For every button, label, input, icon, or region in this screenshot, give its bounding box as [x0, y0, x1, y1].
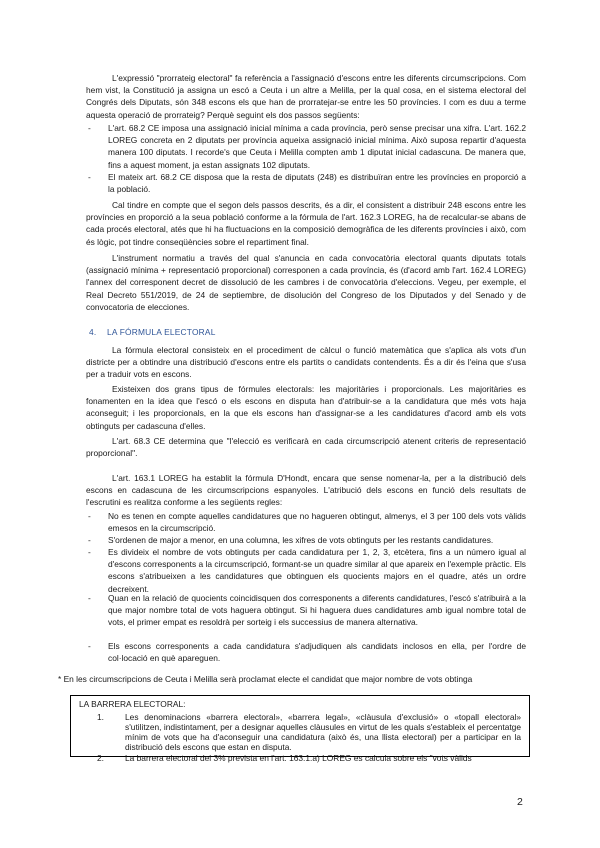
box-item-text: La barrera electoral del 3% prevista en l'art. 163.1.a) LOREG es calcula sobre els "vots vàlids [125, 752, 472, 763]
bullet-dash: - [88, 535, 91, 545]
bullet-dash: - [88, 593, 91, 603]
footnote: * En les circumscripcions de Ceuta i Melilla serà proclamat electe el candidat que major nombre de vots obtinga [58, 674, 473, 684]
box-item-text: Les denominacions «barrera electoral», «barrera legal», «clàusula d'exclusió» o «topall electoral» s'utilitzen, indistintament, per a designar aquelles clàusules en virtut de les quals s'estableix el percentatge mínim de vots que ha d'aconseguir una candidatura (això és, una llista electoral) per a participar en la distribució dels escons que estan en disputa. [125, 711, 521, 752]
paragraph-art-163-1: L'art. 163.1 LOREG ha establit la fórmula D'Hondt, encara que sense nomenar-la, per a la distribució dels escons en cadascuna de les circumscripcions espanyoles. L'atribució dels escons en funció dels resultats de l'escrutini es realitza conforme a les següents regles: [86, 473, 526, 508]
bullet-dash: - [88, 123, 91, 133]
bullet-dash: - [88, 172, 91, 182]
bullet-dash: - [88, 547, 91, 557]
paragraph-cal-tindre: Cal tindre en compte que el segon dels passos descrits, és a dir, el consistent a distribuir 248 escons entre les províncies en proporció a la seua població conforme a la fórmula de l'art. 162.3 LOREG, ha de recalcular-se abans de cada procés electoral, atés que hi ha fluctuacions en la composició demogràfica de les diferents províncies i això, com és lògic, pot tindre conseqüències sobre el repartiment final. [86, 200, 526, 247]
paragraph-tipus: Existeixen dos grans tipus de fórmules electorals: les majoritàries i proporcionals. Les majoritàries es fonamenten en la idea que l'escó o els escons en disputa han d'atribuir-se a la candidatura que més vots haja aconseguit; i les proporcionals, en la que els escons han d'assignar-se a les candidatures d'acord amb els vots obtinguts per cadascuna d'elles. [86, 384, 526, 431]
rule-bullet: Es divideix el nombre de vots obtinguts per cada candidatura per 1, 2, 3, etcètera, fins a un número igual al d'escons corresponents a la circumscripció, formant-se un quadre similar al que apareix en l'exemple pràctic. Els escons s'atribueixen a les candidatures que obtinguen els quocients majors en el quadre, atés un ordre decreixent. [108, 547, 526, 594]
paragraph-instrument: L'instrument normatiu a través del qual s'anuncia en cada convocatòria electoral quants diputats totals (assignació mínima + representació proporcional) corresponen a cada província, és (d'acord amb l'art. 162.4 LOREG) l'annex del corresponent decret de dissolució de les cambres i de convocatòria d'eleccions. Vegeu, per exemple, el Real Decreto 551/2019, de 24 de septiembre, de disolución del Congreso de los Diputados y del Senado y de convocatoria de elecciones. [86, 253, 526, 312]
paragraph-formula: La fórmula electoral consisteix en el procediment de càlcul o funció matemàtica que s'aplica als vots d'un districte per a obtindre una distribució d'escons entre els partits o candidats contendents. És a dir és l'eina que s'usa per a traduir vots en escons. [86, 345, 526, 380]
rule-bullet: Quan en la relació de quocients coincidisquen dos corresponents a diferents candidatures, l'escó s'atribuirà a la que major nombre total de vots haguera obtingut. Si hi haguera dues candidatures amb igual nombre total de vots, el primer empat es resoldrà per sorteig i els successius de manera alternativa. [108, 593, 526, 628]
paragraph-art-68-3: L'art. 68.3 CE determina que "l'elecció es verificarà en cada circumscripció atenent criteris de representació proporcional". [86, 436, 526, 459]
box-item-number: 1. [97, 711, 104, 722]
section-title-text: LA FÓRMULA ELECTORAL [107, 327, 216, 337]
rule-bullet: Els escons corresponents a cada candidatura s'adjudiquen als candidats inclosos en ella, per l'ordre de col·locació en què apareguen. [108, 641, 526, 664]
rule-bullet: No es tenen en compte aquelles candidatures que no hagueren obtingut, almenys, el 3 per 100 dels vots vàlids emesos en la circumscripció. [108, 511, 526, 534]
box-heading: LA BARRERA ELECTORAL: [79, 699, 186, 709]
bullet-assignacio-inicial: L'art. 68.2 CE imposa una assignació inicial mínima a cada província, però sense precisar una xifra. L'art. 162.2 LOREG concreta en 2 diputats per província aqueixa assignació inicial mínima. Això suposa repartir d'aquesta manera 100 diputats. I recorde's que Ceuta i Melilla compten amb 1 diputat inicial cadascuna. De manera que, fins a aquest moment, ja estan assignats 102 diputats. [108, 123, 526, 170]
bullet-dash: - [88, 641, 91, 651]
bullet-dash: - [88, 511, 91, 521]
box-item [79, 712, 521, 752]
section-number: 4. [89, 327, 97, 337]
page-number: 2 [517, 796, 523, 808]
rule-bullet: S'ordenen de major a menor, en una columna, les xifres de vots obtinguts per les restants candidatures. [108, 535, 494, 545]
section-title [89, 326, 216, 338]
paragraph-prorrateig: L'expressió "prorrateig electoral" fa referència a l'assignació d'escons entre les diferents circumscripcions. Com hem vist, la Constitució ja assigna un escó a Ceuta i un altre a Melilla, per la qual cosa, en el sistema electoral del Congrés dels Diputats, són 348 escons els que han de prorratejar-se entre les 50 províncies. I com es duu a terme aquesta operació de prorrateig? Perquè seguint els dos passos següents: [86, 73, 526, 120]
box-item-number: 2. [97, 752, 104, 763]
bullet-resta-diputats: El mateix art. 68.2 CE disposa que la resta de diputats (248) es distribuïran entre les províncies en proporció a la població. [108, 172, 526, 195]
box-item [79, 753, 521, 763]
barrera-electoral-box [70, 695, 530, 763]
